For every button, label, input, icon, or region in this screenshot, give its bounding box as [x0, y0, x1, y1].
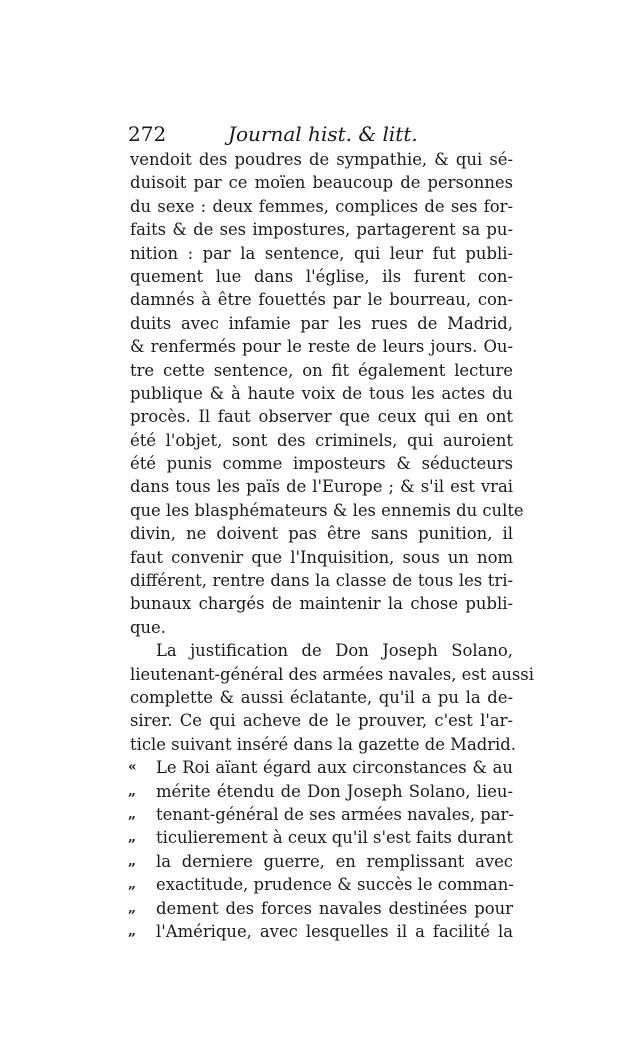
quote-text: dement des forces navales destinées pour	[156, 898, 513, 918]
quote-mark: «	[128, 759, 137, 776]
text-line: différent, rentre dans la classe de tous les tri-	[130, 571, 513, 591]
quote-mark: „	[128, 922, 137, 939]
text-line: faut convenir que l'Inquisition, sous un nom	[130, 547, 513, 567]
text-line: nition : par la sentence, qui leur fut publi-	[130, 243, 513, 263]
text-line: quement lue dans l'église, ils furent con-	[130, 266, 513, 286]
quote-mark: „	[128, 852, 137, 869]
text-line: duisoit par ce moïen beaucoup de personnes	[130, 173, 513, 193]
text-line: lieutenant-général des armées navales, est aussi	[130, 664, 534, 684]
text-line: procès. Il faut observer que ceux qui en ont	[130, 407, 513, 427]
quote-mark: „	[128, 829, 137, 846]
text-line: ticle suivant inséré dans la gazette de Madrid.	[130, 734, 516, 754]
text-line: que.	[130, 617, 166, 637]
text-line: vendoit des poudres de sympathie, & qui sé-	[130, 150, 513, 169]
text-line: publique & à haute voix de tous les actes du	[130, 383, 513, 403]
quote-mark: „	[128, 876, 137, 893]
quote-line	[130, 873, 513, 896]
quote-text: Le Roi aïant égard aux circonstances & au	[156, 758, 513, 778]
text-line: du sexe : deux femmes, complices de ses for-	[130, 196, 513, 216]
quotation-block	[130, 756, 513, 943]
text-line: dans tous les païs de l'Europe ; & s'il est vrai	[130, 477, 513, 497]
quote-text: ticulierement à ceux qu'il s'est faits durant	[156, 828, 513, 848]
quote-line	[130, 826, 513, 849]
quote-mark: „	[128, 805, 137, 822]
text-line: damnés à être fouettés par le bourreau, con-	[130, 290, 513, 310]
quote-line	[130, 780, 513, 803]
text-line: faits & de ses impostures, partagerent sa pu-	[130, 220, 513, 240]
text-line: & renfermés pour le reste de leurs jours. Ou-	[130, 337, 513, 357]
quote-line	[130, 850, 513, 873]
quote-text: l'Amérique, avec lesquelles il a facilité la	[156, 921, 513, 941]
running-title: Journal hist. & litt.	[228, 122, 418, 146]
text-line: complette & aussi éclatante, qu'il a pu la de-	[130, 687, 513, 707]
quote-line	[130, 803, 513, 826]
page-number: 272	[128, 122, 167, 146]
quote-line	[130, 920, 513, 943]
text-line: tre cette sentence, on fit également lecture	[130, 360, 513, 380]
quote-mark: „	[128, 899, 137, 916]
text-line: sirer. Ce qui acheve de le prouver, c'est l'ar-	[130, 711, 513, 731]
text-line: été l'objet, sont des criminels, qui auroient	[130, 430, 513, 450]
quote-mark: „	[128, 782, 137, 799]
quote-line	[130, 756, 513, 779]
body-text	[128, 148, 534, 943]
text-line: divin, ne doivent pas être sans punition, il	[130, 524, 513, 544]
text-line: La justification de Don Joseph Solano,	[156, 641, 513, 661]
paragraph-2	[130, 639, 534, 756]
text-line: duits avec infamie par les rues de Madrid,	[130, 313, 513, 333]
quote-text: la derniere guerre, en remplissant avec	[156, 851, 513, 871]
text-line: été punis comme imposteurs & séducteurs	[130, 454, 513, 474]
text-line: bunaux chargés de maintenir la chose publi-	[130, 594, 513, 614]
quote-text: tenant-général de ses armées navales, par-	[156, 804, 514, 824]
quote-line	[130, 897, 513, 920]
text-line: que les blasphémateurs & les ennemis du culte	[130, 500, 524, 520]
quote-text: exactitude, prudence & succès le comman-	[156, 875, 514, 895]
paragraph-1	[130, 148, 524, 639]
quote-text: mérite étendu de Don Joseph Solano, lieu-	[156, 781, 513, 801]
